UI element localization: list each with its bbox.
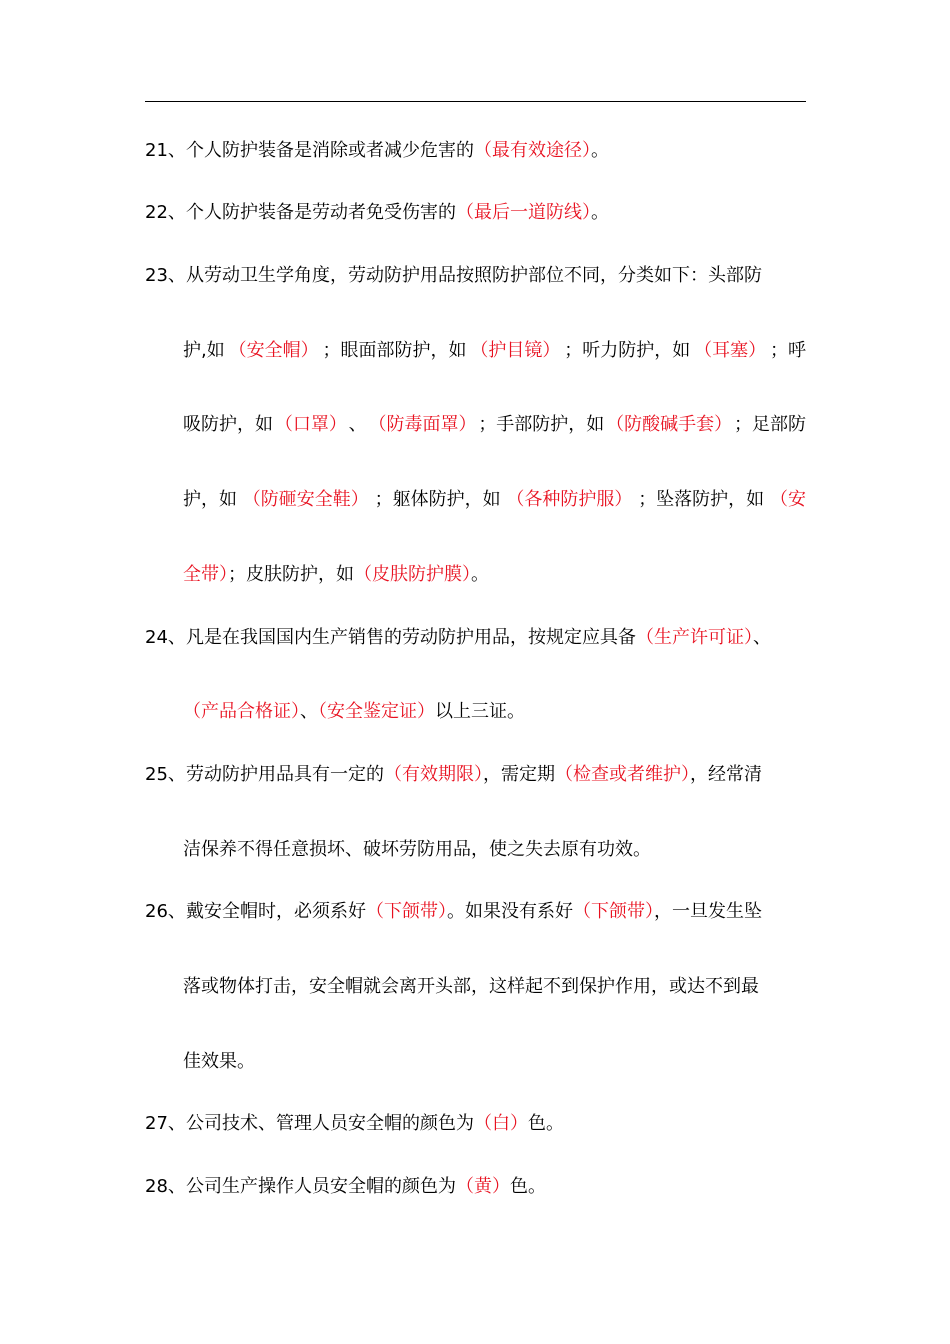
question-text: 落或物体打击，安全帽就会离开头部，这样起不到保护作用，或达不到最 (183, 976, 759, 997)
answer-text: （下颌带） (573, 901, 654, 922)
answer-text: （防毒面罩） (368, 414, 477, 435)
answer-text: （有效期限） (384, 764, 483, 785)
question-number: 22、 (145, 202, 186, 223)
question-23-line-5 (183, 562, 489, 588)
question-text: 色。 (528, 1113, 564, 1134)
answer-text: （皮肤防护膜） (354, 564, 471, 585)
answer-text: （护目镜） (470, 340, 561, 361)
question-text: 色。 (510, 1176, 546, 1197)
question-text: ；手部防护，如 (478, 414, 605, 435)
question-26 (145, 899, 762, 925)
header-rule (145, 101, 806, 102)
question-text: 公司生产操作人员安全帽的颜色为 (186, 1176, 456, 1197)
question-text: 、 (300, 701, 318, 722)
question-text: ，经常清 (690, 764, 762, 785)
question-23-line-2 (183, 338, 806, 364)
question-21 (145, 138, 609, 164)
answer-text: （最有效途径） (474, 140, 591, 161)
answer-text: （防酸碱手套） (606, 414, 733, 435)
question-27 (145, 1111, 564, 1137)
question-text: 劳动防护用品具有一定的 (186, 764, 384, 785)
question-26-line-3 (183, 1049, 255, 1075)
question-text: ；眼面部防护，如 (322, 340, 467, 361)
question-24-line-2 (183, 699, 525, 725)
answer-text: （口罩） (274, 414, 347, 435)
answer-text: （最后一道防线） (456, 202, 591, 223)
question-text: 吸防护，如 (183, 414, 273, 435)
question-25 (145, 762, 762, 788)
question-text: ；皮肤防护，如 (228, 564, 354, 585)
question-number: 24、 (145, 627, 186, 648)
answer-text: 全带） (183, 564, 228, 585)
question-text: 凡是在我国国内生产销售的劳动防护用品，按规定应具备 (186, 627, 636, 648)
answer-text: （生产许可证） (636, 627, 753, 648)
question-text: 以上三证。 (435, 701, 525, 722)
question-number: 26、 (145, 901, 186, 922)
question-23 (145, 263, 762, 289)
question-text: 洁保养不得任意损坏、破坏劳防用品，使之失去原有功效。 (183, 839, 651, 860)
question-text: ，需定期 (483, 764, 555, 785)
question-text: ；坠落防护，如 (638, 489, 765, 510)
answer-text: （检查或者维护） (555, 764, 690, 785)
question-text: 。 (471, 564, 489, 585)
answer-text: （防砸安全鞋） (242, 489, 369, 510)
question-text: 个人防护装备是消除或者减少危害的 (186, 140, 474, 161)
question-22 (145, 200, 609, 226)
question-text: 戴安全帽时，必须系好 (186, 901, 366, 922)
question-number: 23、 (145, 265, 186, 286)
answer-text: （安全帽） (228, 340, 319, 361)
question-text: ；足部防 (733, 414, 806, 435)
question-number: 21、 (145, 140, 186, 161)
question-text: 、 (753, 627, 771, 648)
question-23-line-4 (183, 487, 806, 513)
question-text: 。如果没有系好 (447, 901, 573, 922)
answer-text: （白） (474, 1113, 528, 1134)
answer-text: （黄） (456, 1176, 510, 1197)
question-24 (145, 625, 771, 651)
question-text: 、 (348, 414, 367, 435)
answer-text: （下颌带） (366, 901, 447, 922)
question-text: ；听力防护，如 (564, 340, 691, 361)
answer-text: （产品合格证） (183, 701, 300, 722)
answer-text: （安全鉴定证） (318, 701, 435, 722)
question-23-line-3 (183, 412, 806, 438)
question-number: 25、 (145, 764, 186, 785)
question-26-line-2 (183, 974, 759, 1000)
question-28 (145, 1174, 546, 1200)
answer-text: （各种防护服） (506, 489, 633, 510)
question-number: 28、 (145, 1176, 186, 1197)
question-text: 。 (591, 140, 609, 161)
question-text: ；呼 (769, 340, 806, 361)
answer-text: （耳塞） (694, 340, 767, 361)
question-text: 从劳动卫生学角度，劳动防护用品按照防护部位不同，分类如下：头部防 (186, 265, 762, 286)
question-text: 个人防护装备是劳动者免受伤害的 (186, 202, 456, 223)
question-text: ，一旦发生坠 (654, 901, 762, 922)
question-text: ；躯体防护，如 (374, 489, 501, 510)
answer-text: （安 (769, 489, 806, 510)
question-25-line-2 (183, 837, 651, 863)
question-text: 公司技术、管理人员安全帽的颜色为 (186, 1113, 474, 1134)
question-number: 27、 (145, 1113, 186, 1134)
question-text: 佳效果。 (183, 1051, 255, 1072)
question-text: 护，如 (183, 489, 237, 510)
question-text: 护,如 (183, 340, 225, 361)
question-text: 。 (591, 202, 609, 223)
